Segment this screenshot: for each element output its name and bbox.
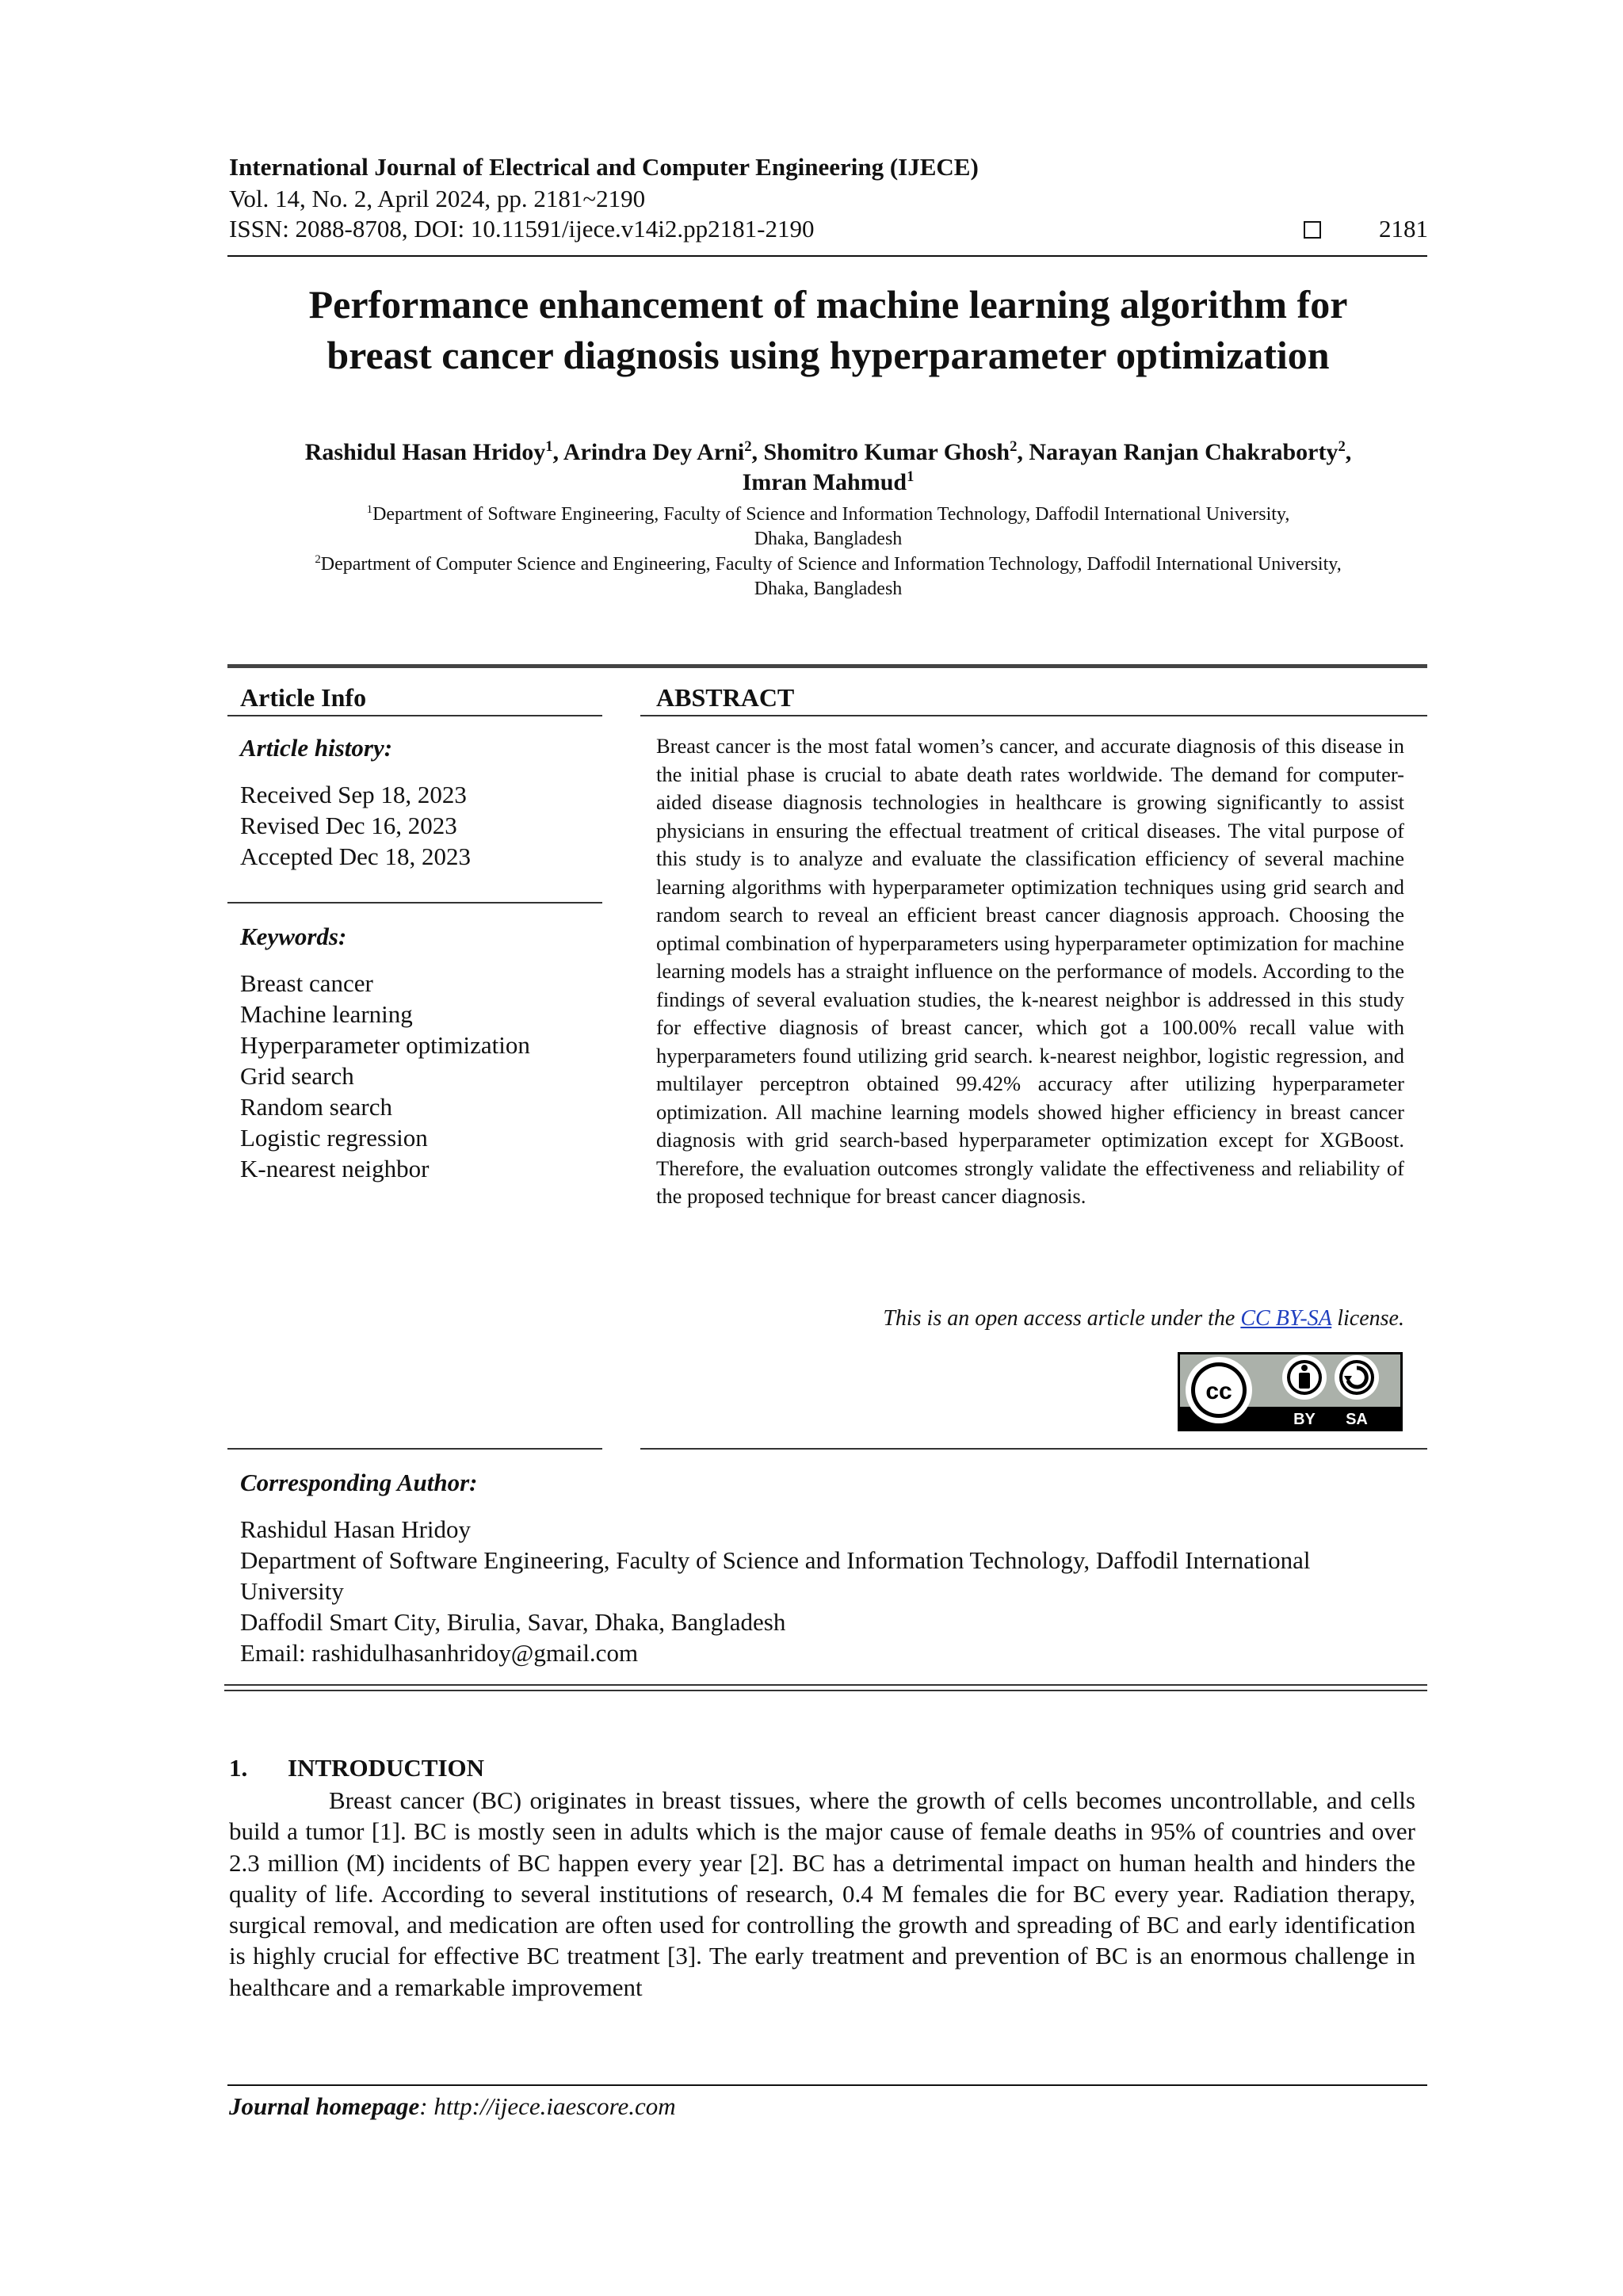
square-bullet-icon bbox=[1304, 221, 1321, 239]
license-link[interactable]: CC BY-SA bbox=[1240, 1306, 1332, 1331]
author: Arindra Dey Arni$^2$, bbox=[563, 438, 764, 465]
history-received: Received Sep 18, 2023 bbox=[240, 781, 467, 808]
author: Narayan Ranjan Chakraborty$^2$, bbox=[1029, 438, 1352, 465]
journal-issn-doi: ISSN: 2088-8708, DOI: 10.11591/ijece.v14i2.pp2181-2190 bbox=[229, 215, 815, 243]
article-history-list bbox=[240, 779, 471, 872]
article-info-heading: Article Info bbox=[240, 683, 367, 712]
by-label: BY bbox=[1293, 1411, 1316, 1428]
corresponding-author-dept-cont: University bbox=[240, 1577, 344, 1605]
cc-by-sa-badge-icon[interactable] bbox=[1178, 1352, 1403, 1431]
keyword-item: Machine learning bbox=[240, 1000, 413, 1028]
title-line-2: breast cancer diagnosis using hyperparameter optimization bbox=[327, 333, 1330, 377]
corresponding-author-address: Daffodil Smart City, Birulia, Savar, Dhaka, Bangladesh bbox=[240, 1608, 786, 1636]
section-title: INTRODUCTION bbox=[288, 1754, 485, 1782]
history-accepted: Accepted Dec 18, 2023 bbox=[240, 842, 471, 870]
keyword-item: K-nearest neighbor bbox=[240, 1155, 430, 1182]
affiliation-2: $^2$Department of Computer Science and Engineering, Faculty of Science and Information Technology, Daffodil International University, Dhaka, Bangladesh bbox=[315, 553, 1342, 599]
journal-homepage bbox=[229, 2092, 676, 2121]
history-revised: Revised Dec 16, 2023 bbox=[240, 812, 457, 839]
abstract-text: Breast cancer is the most fatal women’s cancer, and accurate diagnosis of this disease in the initial phase is crucial to abate death rates worldwide. The demand for computer-aided disease diagnosis technologies in healthcare is growing significantly to assist physicians in ensuring the effectual treatment of critical diseases. The vital purpose of this study is to analyze and evaluate the classification efficiency of several machine learning algorithms with hyperparameter optimization techniques using grid search and random search to reveal an efficient breast cancer diagnosis approach. Choosing the optimal combination of hyperparameters using hyperparameter optimization for machine learning models has a straight influence on the performance of models. According to the findings of several evaluation studies, the k-nearest neighbor is addressed in this study for effective diagnosis of breast cancer, which got a 100.00% recall value with hyperparameters found utilizing grid search. k-nearest neighbor, logistic regression, and multilayer perceptron obtained 99.42% accuracy after utilizing hyperparameter optimization. All machine learning models showed higher efficiency in breast cancer diagnosis with grid search-based hyperparameter optimization except for XGBoost. Therefore, the evaluation outcomes strongly validate the effectiveness and reliability of the proposed technique for breast cancer diagnosis. bbox=[656, 734, 1404, 1208]
abstract-heading: ABSTRACT bbox=[656, 683, 795, 712]
keyword-item: Hyperparameter optimization bbox=[240, 1031, 530, 1059]
introduction-heading bbox=[229, 1754, 484, 1782]
article-info-rule bbox=[227, 715, 602, 716]
right-column-bottom-rule bbox=[640, 1448, 1427, 1450]
keyword-item: Grid search bbox=[240, 1062, 354, 1090]
abstract-body bbox=[656, 732, 1404, 1211]
keywords-rule bbox=[227, 902, 602, 904]
section-number: 1. bbox=[229, 1754, 248, 1782]
keyword-item: Logistic regression bbox=[240, 1124, 428, 1152]
homepage-url[interactable]: : http://ijece.iaescore.com bbox=[419, 2092, 676, 2120]
footer-rule bbox=[227, 2084, 1427, 2086]
abstract-rule bbox=[640, 715, 1427, 716]
open-access-note: This is an open access article under the CC BY-SA license. bbox=[883, 1306, 1404, 1331]
affiliation-1: $^1$Department of Software Engineering, Faculty of Science and Information Technology, Daffodil International University, Dhaka, Bangladesh bbox=[366, 503, 1290, 549]
paper-title bbox=[158, 279, 1498, 380]
journal-volume: Vol. 14, No. 2, April 2024, pp. 2181~2190 bbox=[229, 185, 646, 212]
author: Rashidul Hasan Hridoy$^1$, bbox=[304, 438, 563, 465]
keyword-item: Random search bbox=[240, 1093, 392, 1121]
title-line-1: Performance enhancement of machine learning algorithm for bbox=[308, 282, 1348, 327]
header-rule bbox=[227, 255, 1427, 257]
introduction-paragraph: Breast cancer (BC) originates in breast tissues, where the growth of cells becomes uncontrollable, and cells build a tumor [1]. BC is mostly seen in adults which is the major cause of female deaths in 95% of countries and over 2.3 million (M) incidents of BC happen every year [2]. BC has a detrimental impact on human health and hinders the quality of life. According to several institutions of research, 0.4 M females die for BC every year. Radiation therapy, surgical removal, and medication are often used for controlling the growth and spreading of BC and early identification is highly crucial for effective BC treatment [3]. The early treatment and prevention of BC is an enormous challenge in healthcare and a remarkable improvement bbox=[229, 1786, 1415, 2001]
journal-name: International Journal of Electrical and Computer Engineering (IJECE) bbox=[229, 153, 979, 181]
author-list bbox=[198, 437, 1458, 498]
keyword-item: Breast cancer bbox=[240, 969, 373, 997]
corresponding-author-email: Email: rashidulhasanhridoy@gmail.com bbox=[240, 1639, 639, 1667]
left-column-bottom-rule bbox=[227, 1448, 602, 1450]
corresponding-author-name: Rashidul Hasan Hridoy bbox=[240, 1515, 472, 1543]
corresponding-author-dept: Department of Software Engineering, Faculty of Science and Information Technology, Daffodil International bbox=[240, 1546, 1311, 1574]
section-top-rule bbox=[227, 664, 1427, 668]
author: Shomitro Kumar Ghosh$^2$, bbox=[763, 438, 1029, 465]
double-rule-bottom bbox=[224, 1690, 1427, 1691]
homepage-label: Journal homepage bbox=[229, 2092, 420, 2120]
cc-logo-text: cc bbox=[1205, 1378, 1232, 1404]
introduction-body bbox=[229, 1785, 1415, 2003]
double-rule-top bbox=[224, 1684, 1427, 1686]
sa-label: SA bbox=[1346, 1411, 1368, 1428]
keywords-heading: Keywords: bbox=[240, 923, 347, 950]
article-history-heading: Article history: bbox=[240, 734, 393, 762]
corresponding-author-heading: Corresponding Author: bbox=[240, 1469, 478, 1496]
author: Imran Mahmud$^1$ bbox=[742, 468, 915, 495]
page-number: 2181 bbox=[1379, 215, 1428, 243]
keywords-list bbox=[240, 968, 530, 1184]
